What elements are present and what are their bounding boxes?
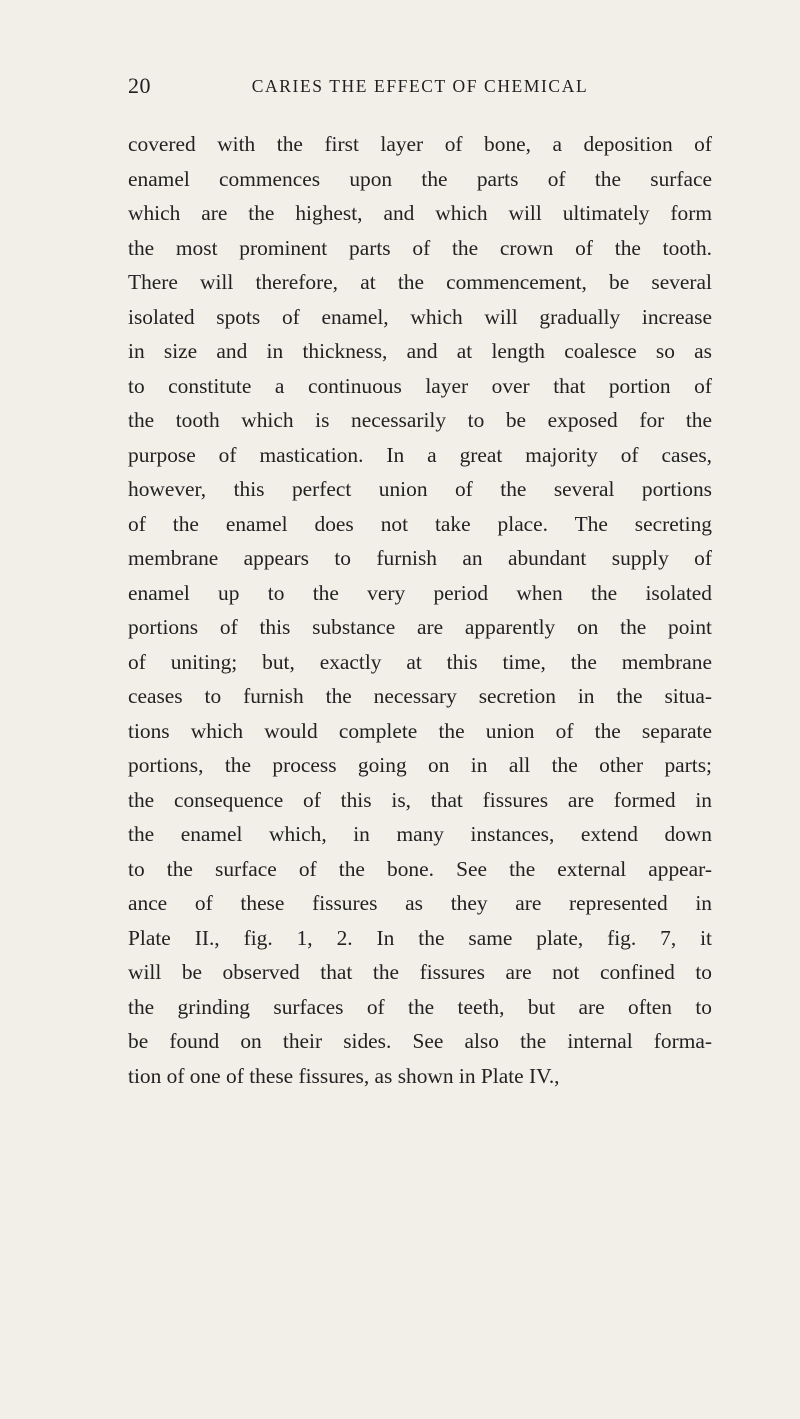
page-number: 20 — [128, 73, 151, 98]
text-line: enamel commences upon the parts of the surface — [128, 166, 712, 191]
text-line: the enamel which, in many instances, extend down — [128, 822, 712, 846]
text-line: portions of this substance are apparently on the point — [128, 615, 712, 639]
running-title: CARIES THE EFFECT OF CHEMICAL — [251, 76, 589, 96]
text-line: of uniting; but, exactly at this time, the membrane — [128, 649, 712, 674]
text-line: tion of one of these fissures, as shown in Plate IV., — [128, 1063, 560, 1088]
text-line: membrane appears to furnish an abundant supply of — [128, 546, 712, 570]
text-line: of the enamel does not take place. The secreting — [128, 511, 712, 536]
text-line: Plate II., fig. 1, 2. In the same plate, fig. 7, it — [128, 925, 712, 950]
text-line: covered with the first layer of bone, a deposition of — [128, 132, 712, 156]
text-line: however, this perfect union of the several portions — [128, 477, 712, 501]
text-line: portions, the process going on in all the other parts; — [128, 753, 712, 777]
text-line: the grinding surfaces of the teeth, but are often to — [128, 994, 712, 1019]
running-head — [128, 70, 712, 102]
text-line: in size and in thickness, and at length coalesce so as — [128, 339, 712, 363]
text-line: isolated spots of enamel, which will gradually increase — [128, 304, 712, 329]
text-line: the most prominent parts of the crown of the tooth. — [128, 235, 712, 260]
text-line: purpose of mastication. In a great majority of cases, — [128, 442, 712, 467]
text-line: tions which would complete the union of the separate — [128, 718, 712, 743]
body-text — [128, 127, 712, 1093]
text-line: ceases to furnish the necessary secretion in the situa- — [128, 684, 712, 708]
text-line: ance of these fissures as they are represented in — [128, 891, 712, 915]
text-line: to constitute a continuous layer over that portion of — [128, 373, 712, 398]
text-line: will be observed that the fissures are not confined to — [128, 960, 712, 984]
text-line: to the surface of the bone. See the external appear- — [128, 856, 712, 881]
text-line: be found on their sides. See also the internal forma- — [128, 1029, 712, 1053]
text-line: the tooth which is necessarily to be exposed for the — [128, 408, 712, 432]
text-line: the consequence of this is, that fissures are formed in — [128, 787, 712, 812]
text-line: enamel up to the very period when the isolated — [128, 580, 712, 605]
text-line: There will therefore, at the commencement, be several — [128, 270, 712, 294]
text-line: which are the highest, and which will ultimately form — [128, 201, 712, 225]
